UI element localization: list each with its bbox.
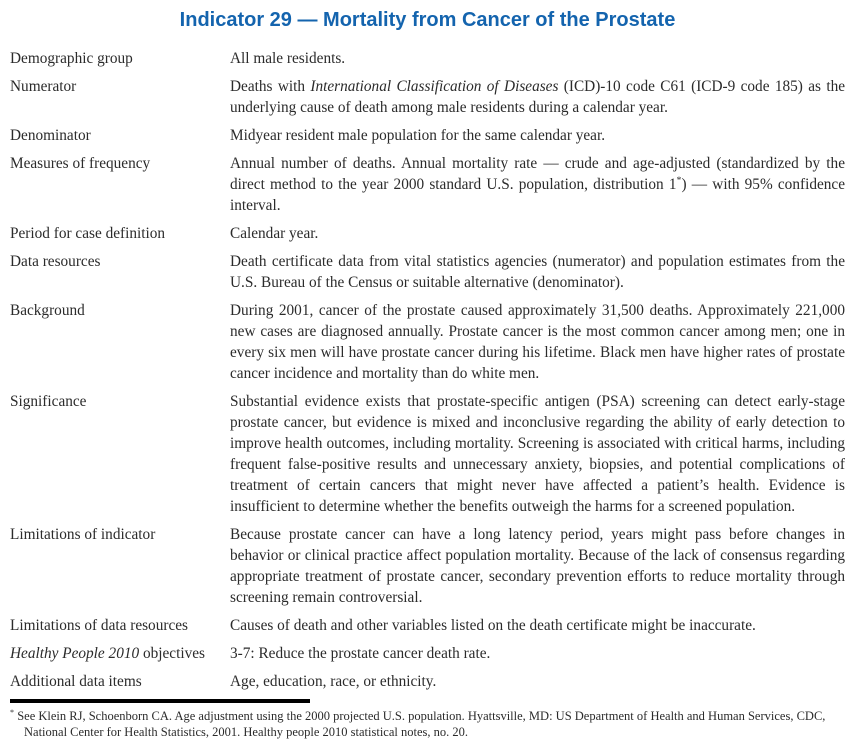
text-segment: Data resources [10, 253, 101, 270]
row-value [230, 223, 845, 244]
row-label [10, 391, 230, 517]
row-value [230, 671, 845, 692]
indicator-row [10, 524, 845, 608]
text-segment: Limitations of data resources [10, 617, 188, 634]
indicator-row [10, 76, 845, 118]
indicator-row [10, 671, 845, 692]
row-label [10, 643, 230, 664]
italic-text: Healthy People 2010 [10, 645, 140, 662]
text-segment: Measures of frequency [10, 155, 151, 172]
text-segment: Death certificate data from vital statistics agencies (numerator) and population estimates from the U.S. Bureau of the Census or suitable alternative (denominator). [230, 253, 845, 291]
footnote-divider [10, 699, 310, 703]
row-label [10, 251, 230, 293]
text-segment: Additional data items [10, 673, 142, 690]
text-segment: All male residents. [230, 50, 346, 67]
text-segment: Midyear resident male population for the same calendar year. [230, 127, 606, 144]
row-label [10, 223, 230, 244]
text-segment: Because prostate cancer can have a long latency period, years might pass before changes in behavior or clinical practice affect population mortality. Because of the lack of consensus regarding appropriate treatment of prostate cancer, secondary prevention efforts to reduce mortality through screening remain controversial. [230, 526, 845, 606]
indicator-row [10, 48, 845, 69]
text-segment: Causes of death and other variables listed on the death certificate might be inaccurate. [230, 617, 756, 634]
text-segment: Deaths with [230, 78, 311, 95]
indicator-row [10, 153, 845, 216]
superscript-marker: * [10, 707, 15, 717]
text-segment: ) — with 95% confidence interval. [230, 176, 845, 214]
indicator-row [10, 223, 845, 244]
row-value [230, 615, 845, 636]
text-segment: During 2001, cancer of the prostate caused approximately 31,500 deaths. Approximately 221,000 new cases are diagnosed annually. Prostate cancer is the most common cancer among men; one in every six men will have prostate cancer during his lifetime. Black men have higher rates of prostate cancer incidence and mortality than do white men. [230, 302, 845, 382]
row-value [230, 125, 845, 146]
text-segment: Period for case definition [10, 225, 166, 242]
text-segment: Background [10, 302, 85, 319]
indicator-row [10, 125, 845, 146]
text-segment: Numerator [10, 78, 77, 95]
row-value [230, 48, 845, 69]
row-value [230, 76, 845, 118]
row-label [10, 76, 230, 118]
page-title: Indicator 29 — Mortality from Cancer of the Prostate [179, 9, 676, 31]
indicator-row [10, 251, 845, 293]
superscript-marker: * [676, 174, 682, 186]
row-label [10, 615, 230, 636]
indicator-row [10, 391, 845, 517]
indicator-row [10, 300, 845, 384]
text-segment: Denominator [10, 127, 91, 144]
row-value [230, 524, 845, 608]
text-segment: Substantial evidence exists that prostate-specific antigen (PSA) screening can detect early-stage prostate cancer, but evidence is mixed and inconclusive regarding the ability of early detection to improve health outcomes, including mortality. Screening is associated with critical harms, including frequent false-positive results and unnecessary anxiety, biopsies, and potential complications of treatment of certain cancers that might never have affected a patient’s health. Evidence is insufficient to determine whether the benefits outweigh the harms for a screened population. [230, 393, 845, 515]
text-segment: Limitations of indicator [10, 526, 156, 543]
text-segment: Annual number of deaths. Annual mortality rate — crude and age-adjusted (standardized by the direct method to the year 2000 standard U.S. population, distribution 1 [230, 155, 845, 193]
row-label [10, 300, 230, 384]
footnote-text [10, 708, 845, 740]
row-label [10, 671, 230, 692]
row-value [230, 391, 845, 517]
indicator-table [10, 48, 845, 692]
text-segment: Demographic group [10, 50, 133, 67]
row-value [230, 300, 845, 384]
text-segment: (ICD)-10 code C61 (ICD-9 code 185) as the underlying cause of death among male residents during a calendar year. [230, 78, 846, 116]
row-label [10, 48, 230, 69]
text-segment: See Klein RJ, Schoenborn CA. Age adjustment using the 2000 projected U.S. population. Hyattsville, MD: US Department of Health and Human Services, CDC, National Center for Health Statistics, 2001. Healthy people 2010 statistical notes, no. 20. [14, 709, 826, 739]
text-segment: Calendar year. [230, 225, 319, 242]
row-label [10, 153, 230, 216]
italic-text: International Classification of Diseases [310, 78, 559, 95]
row-value [230, 643, 845, 664]
text-segment: Significance [10, 393, 87, 410]
text-segment: objectives [139, 645, 205, 662]
text-segment: 3-7: Reduce the prostate cancer death rate. [230, 645, 491, 662]
row-value [230, 251, 845, 293]
row-value [230, 153, 845, 216]
row-label [10, 524, 230, 608]
indicator-row [10, 643, 845, 664]
row-label [10, 125, 230, 146]
text-segment: Age, education, race, or ethnicity. [230, 673, 437, 690]
indicator-row [10, 615, 845, 636]
